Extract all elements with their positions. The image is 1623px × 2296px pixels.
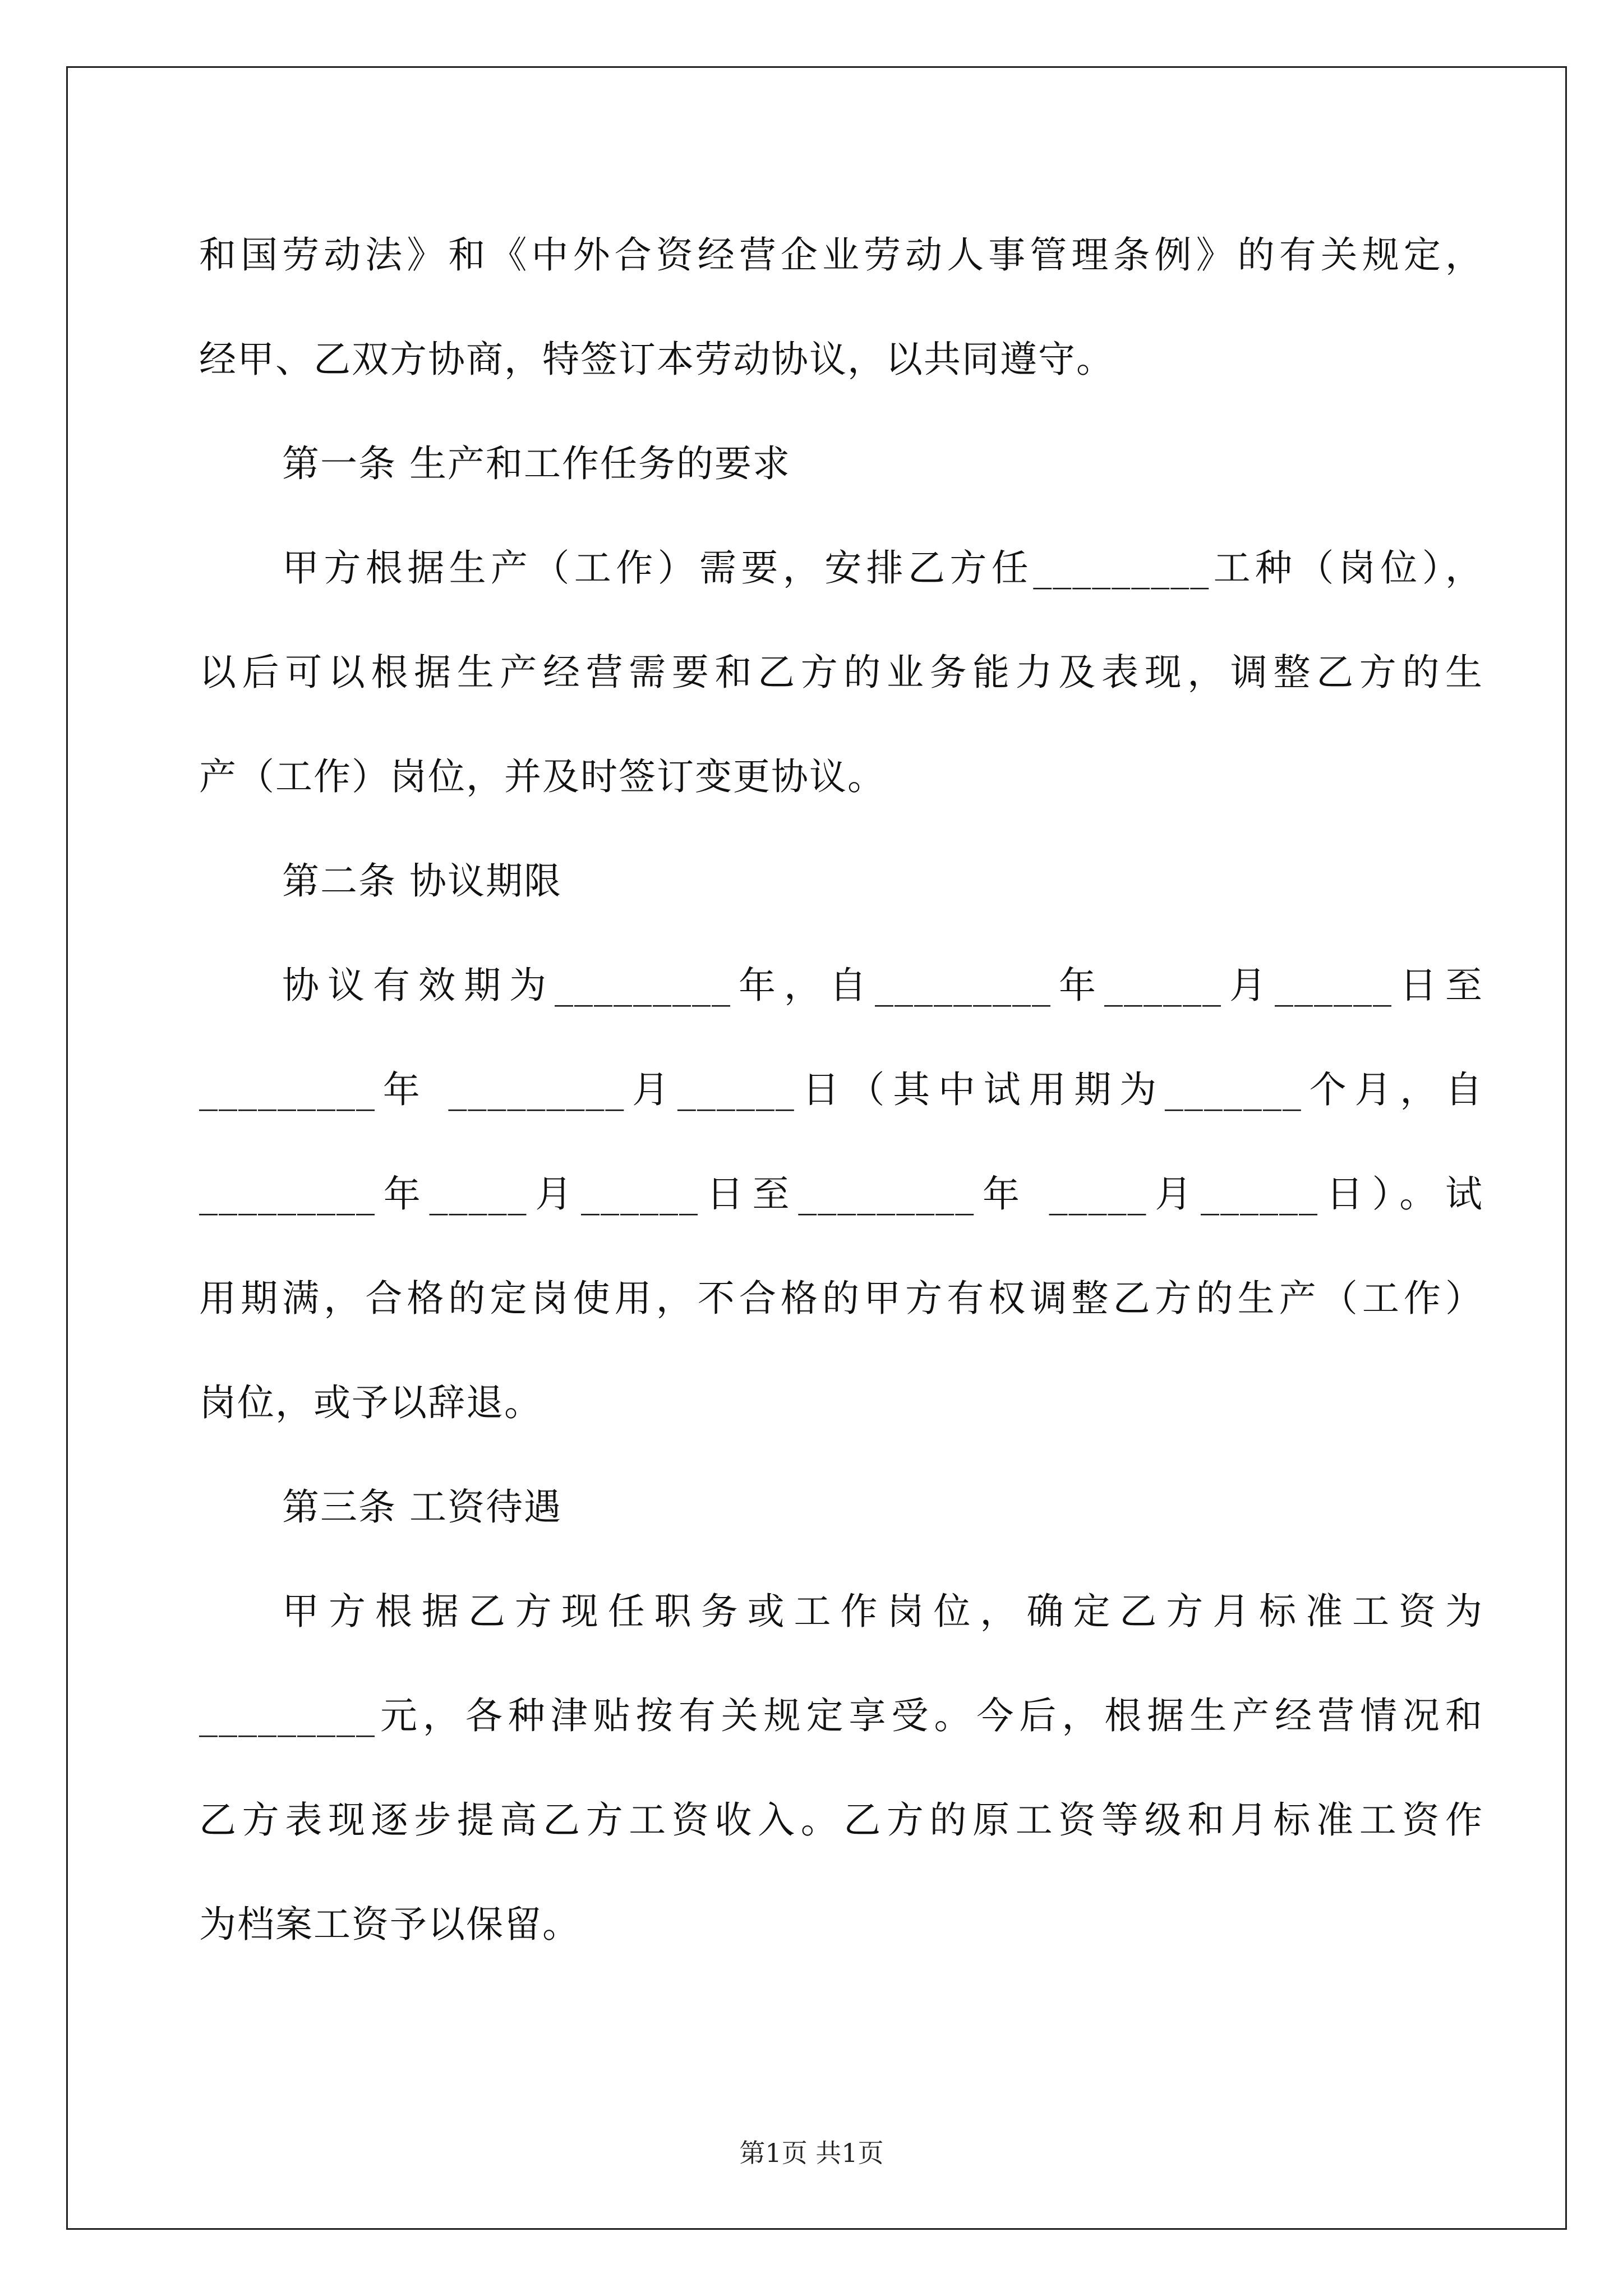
article-heading-2: 第二条 协议期限 bbox=[282, 859, 562, 903]
paragraph-line: _________元，各种津贴按有关规定享受。今后，根据生产经营情况和 bbox=[199, 1694, 1483, 1737]
paragraph-line: 为档案工资予以保留。 bbox=[199, 1903, 580, 1946]
paragraph-line: 甲方根据乙方现任职务或工作岗位，确定乙方月标准工资为 bbox=[282, 1590, 1483, 1633]
paragraph-line: 和国劳动法》和《中外合资经营企业劳动人事管理条例》的有关规定， bbox=[199, 233, 1483, 277]
paragraph-line: 协议有效期为_________年，自_________年______月______日至 bbox=[282, 964, 1483, 1007]
paragraph-line: 经甲、乙双方协商，特签订本劳动协议，以共同遵守。 bbox=[199, 338, 1114, 381]
paragraph-line: _________年 _________月______日（其中试用期为_______个月，自 bbox=[199, 1068, 1483, 1111]
paragraph-line: 以后可以根据生产经营需要和乙方的业务能力及表现，调整乙方的生 bbox=[199, 651, 1483, 694]
article-heading-3: 第三条 工资待遇 bbox=[282, 1485, 562, 1529]
article-heading-1: 第一条 生产和工作任务的要求 bbox=[282, 442, 791, 485]
paragraph-line: 岗位，或予以辞退。 bbox=[199, 1381, 542, 1424]
page-number-footer: 第1页 共1页 bbox=[739, 2138, 884, 2168]
paragraph-line: 甲方根据生产（工作）需要，安排乙方任_________工种（岗位）， bbox=[282, 546, 1483, 590]
paragraph-line: 用期满，合格的定岗使用，不合格的甲方有权调整乙方的生产（工作） bbox=[199, 1277, 1483, 1320]
paragraph-line: _________年_____月______日至_________年 _____月______日）。试 bbox=[199, 1172, 1483, 1216]
paragraph-line: 乙方表现逐步提高乙方工资收入。乙方的原工资等级和月标准工资作 bbox=[199, 1798, 1483, 1842]
paragraph-line: 产（工作）岗位，并及时签订变更协议。 bbox=[199, 755, 886, 798]
